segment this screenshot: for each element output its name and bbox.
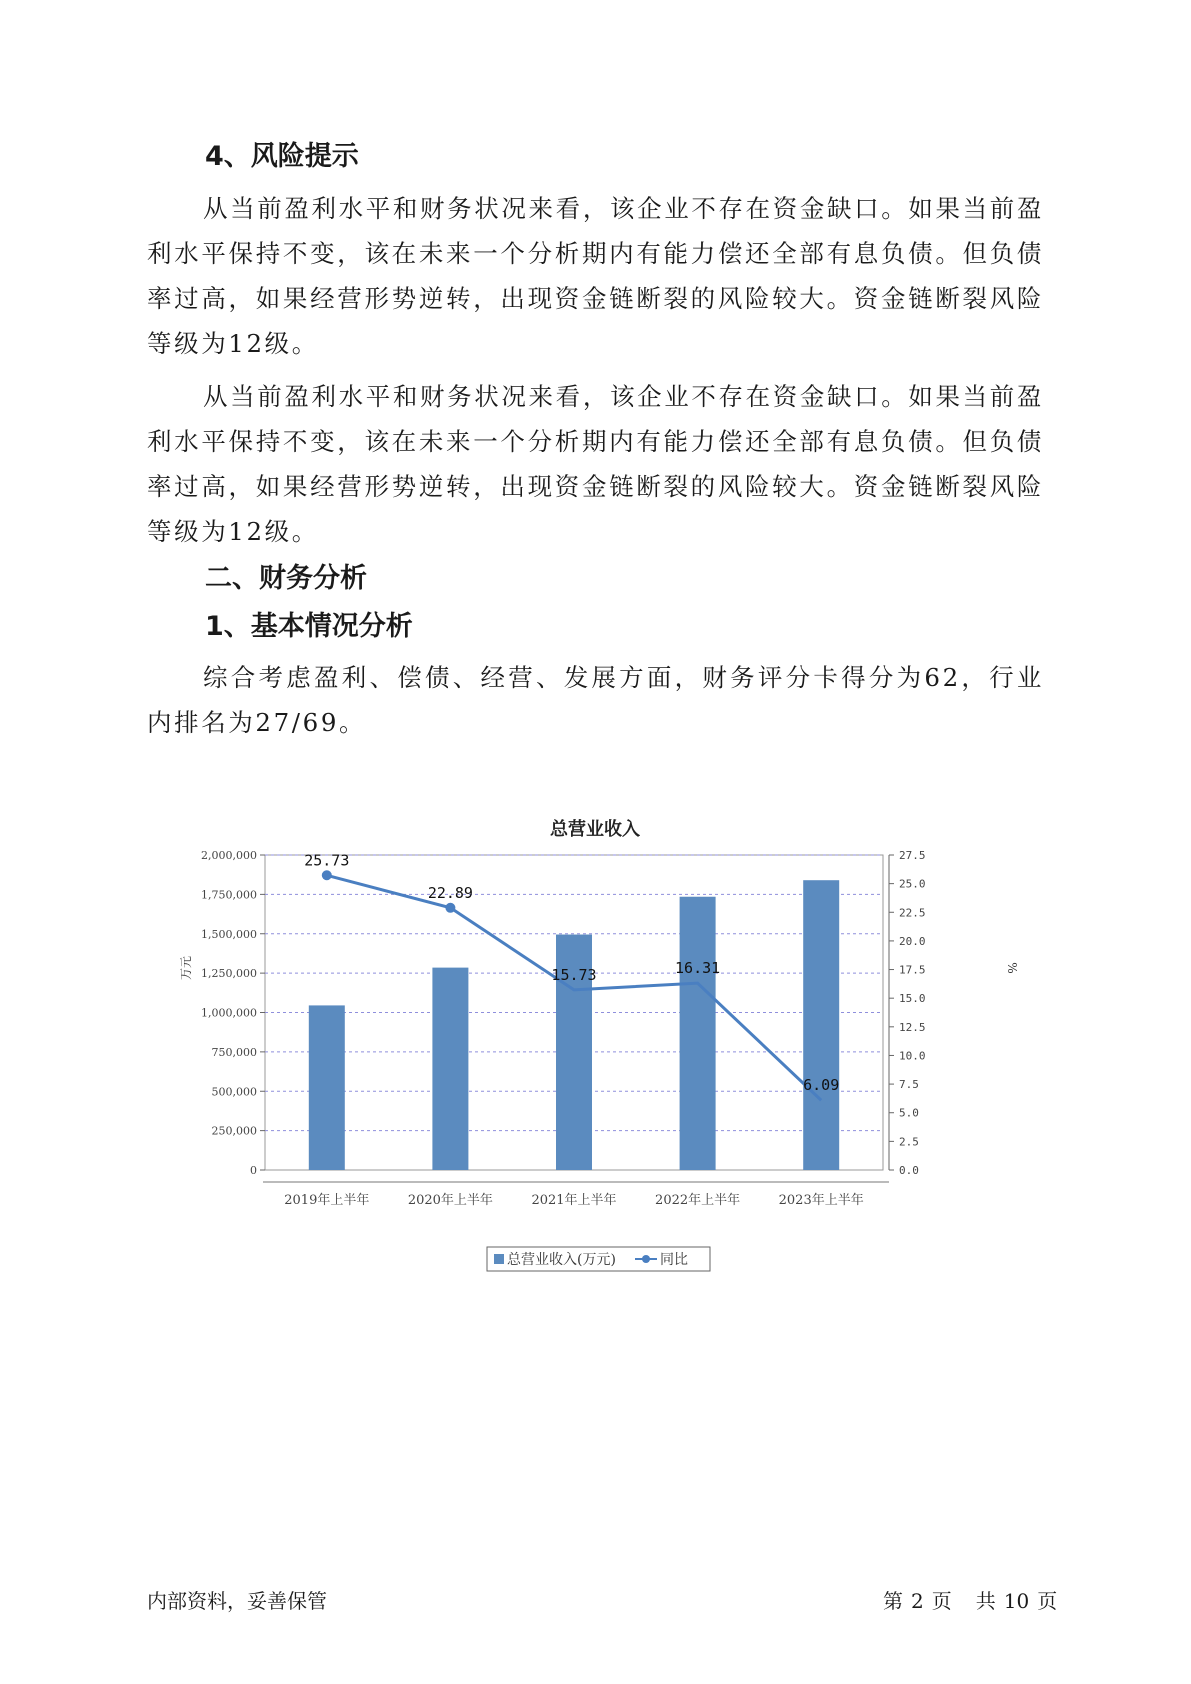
y-tick-label: 1,250,000 xyxy=(201,967,257,981)
footer-note: 内部资料，妥善保管 xyxy=(147,1589,327,1613)
page-suffix: 页 xyxy=(931,1589,952,1613)
y-tick-label: 2,000,000 xyxy=(201,849,257,862)
footer-page-info xyxy=(883,1588,1057,1614)
x-tick-label: 2020年上半年 xyxy=(407,1193,493,1208)
paragraph-basic: 综合考虑盈利、偿债、经营、发展方面，财务评分卡得分为62，行业内排名为27/69。 xyxy=(147,663,1044,737)
total-pages: 10 xyxy=(1003,1589,1030,1613)
total-suffix: 页 xyxy=(1037,1589,1058,1613)
y-tick-label: 500,000 xyxy=(211,1085,257,1099)
data-label: 22.89 xyxy=(427,883,473,902)
y-tick-label: 250,000 xyxy=(211,1124,257,1138)
y2-tick-label: 7.5 xyxy=(899,1078,919,1092)
y2-tick-label: 0.0 xyxy=(899,1164,919,1177)
y2-tick-label: 27.5 xyxy=(899,849,926,862)
page-prefix: 第 xyxy=(883,1589,903,1613)
y2-tick-label: 12.5 xyxy=(899,1020,926,1034)
data-label: 15.73 xyxy=(551,965,597,984)
y-axis-label: 万元 xyxy=(179,955,193,981)
y-tick-label: 0 xyxy=(250,1164,257,1177)
yoy-point xyxy=(445,903,455,913)
y2-tick-label: 25.0 xyxy=(899,877,926,891)
bar xyxy=(803,880,839,1170)
x-tick-label: 2022年上半年 xyxy=(655,1193,741,1208)
y-tick-label: 1,500,000 xyxy=(201,927,257,941)
legend-line-marker xyxy=(642,1255,650,1263)
revenue-chart xyxy=(170,810,1030,1280)
chart-legend xyxy=(487,1247,710,1271)
paragraph-risk-1: 从当前盈利水平和财务状况来看，该企业不存在资金缺口。如果当前盈利水平保持不变，该在未来一个分析期内有能力偿还全部有息负债。但负债率过高，如果经营形势逆转，出现资金链断裂的风险较大。资金链断裂风险等级为12级。 xyxy=(147,194,1044,358)
y-tick-label: 1,000,000 xyxy=(201,1006,257,1020)
total-prefix: 共 xyxy=(975,1589,996,1613)
legend-line-label: 同比 xyxy=(660,1252,688,1268)
y2-tick-label: 20.0 xyxy=(899,934,926,948)
bar xyxy=(432,968,468,1170)
y-tick-label: 1,750,000 xyxy=(201,888,257,902)
section-heading-finance: 二、财务分析 xyxy=(205,563,367,594)
y2-tick-label: 5.0 xyxy=(899,1106,919,1120)
data-label: 6.09 xyxy=(803,1076,840,1095)
x-tick-label: 2019年上半年 xyxy=(284,1193,370,1208)
legend-bar-swatch xyxy=(494,1254,504,1264)
bar xyxy=(309,1005,345,1170)
chart-title: 总营业收入 xyxy=(550,819,640,840)
x-tick-label: 2023年上半年 xyxy=(778,1193,864,1208)
y-tick-label: 750,000 xyxy=(211,1045,257,1059)
page-number: 2 xyxy=(911,1589,924,1613)
yoy-point xyxy=(322,870,332,880)
plot-area xyxy=(201,849,925,1208)
y2-tick-label: 22.5 xyxy=(899,906,926,920)
paragraph-risk-2: 从当前盈利水平和财务状况来看，该企业不存在资金缺口。如果当前盈利水平保持不变，该在未来一个分析期内有能力偿还全部有息负债。但负债率过高，如果经营形势逆转，出现资金链断裂的风险较大。资金链断裂风险等级为12级。 xyxy=(147,382,1044,546)
bar xyxy=(680,897,716,1170)
y2-tick-label: 10.0 xyxy=(899,1049,926,1063)
section-heading-basic: 1、基本情况分析 xyxy=(205,611,413,642)
y2-tick-label: 2.5 xyxy=(899,1135,919,1149)
x-tick-label: 2021年上半年 xyxy=(531,1193,617,1208)
y2-tick-label: 15.0 xyxy=(899,992,926,1006)
legend-bar-label: 总营业收入(万元) xyxy=(507,1252,616,1268)
section-heading-risk: 4、风险提示 xyxy=(205,141,359,172)
data-label: 25.73 xyxy=(304,851,350,870)
y2-tick-label: 17.5 xyxy=(899,963,926,977)
y2-axis-label: % xyxy=(1005,962,1019,974)
data-label: 16.31 xyxy=(675,959,721,978)
